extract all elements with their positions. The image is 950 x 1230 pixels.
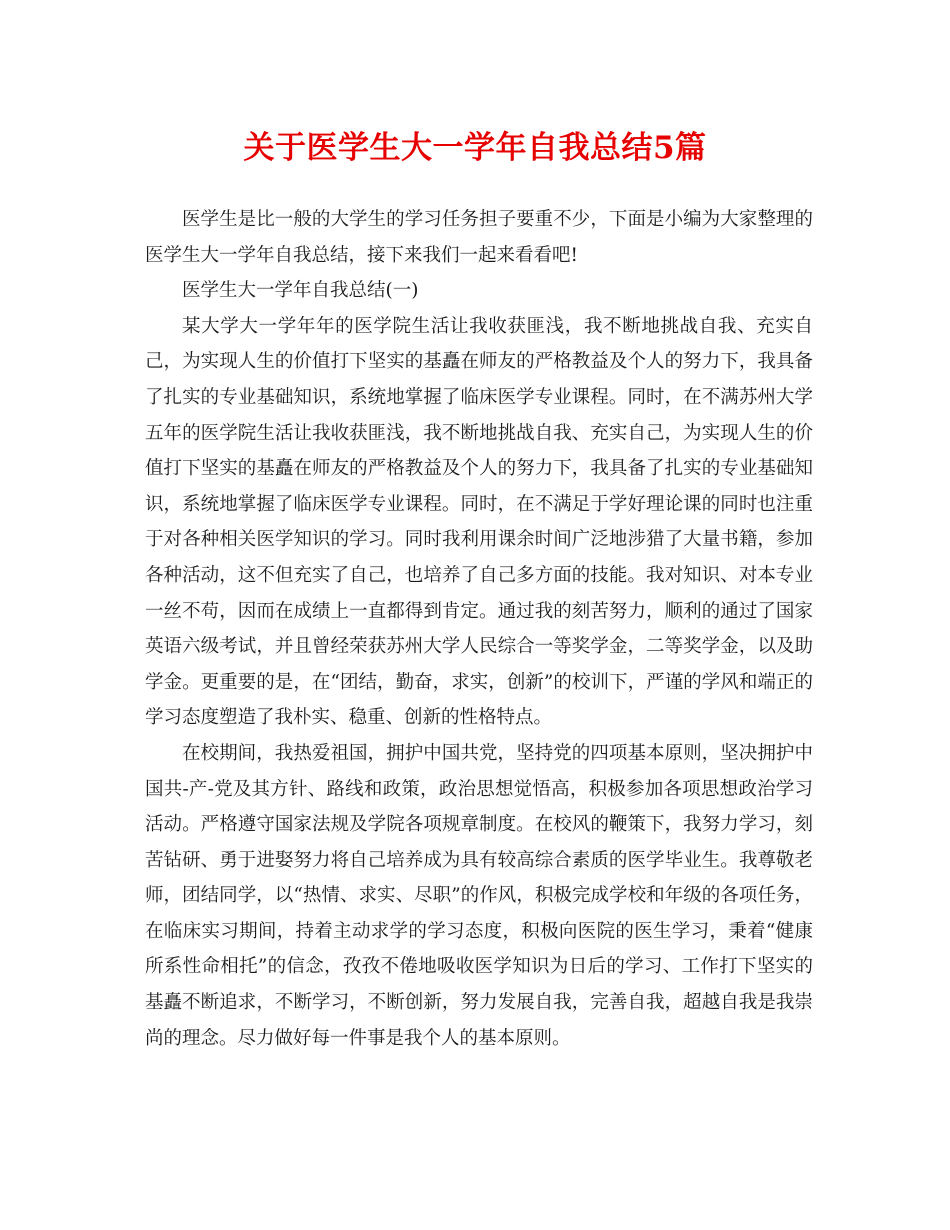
document-body — [145, 202, 813, 1056]
intro-paragraph: 医学生是比一般的大学生的学习任务担子要重不少，下面是小编为大家整理的医学生大一学年自我总结，接下来我们一起来看看吧! — [145, 209, 813, 266]
body-paragraph: 某大学大一学年年的医学院生活让我收获匪浅，我不断地挑战自我、充实自己，为实现人生的价值打下坚实的基矗在师友的严格教益及个人的努力下，我具备了扎实的专业基础知识，系统地掌握了临床医学专业课程。同时，在不满苏州大学五年的医学院生活让我收获匪浅，我不断地挑战自我、充实自己，为实现人生的价值打下坚实的基矗在师友的严格教益及个人的努力下，我具备了扎实的专业基础知识，系统地掌握了临床医学专业课程。同时，在不满足于学好理论课的同时也注重于对各种相关医学知识的学习。同时我利用课余时间广泛地涉猎了大量书籍，参加各种活动，这不但充实了自己，也培养了自己多方面的技能。我对知识、对本专业一丝不苟，因而在成绩上一直都得到肯定。通过我的刻苦努力，顺利的通过了国家英语六级考试，并且曾经荣获苏州大学人民综合一等奖学金，二等奖学金，以及助学金。更重要的是，在“团结，勤奋，求实，创新”的校训下，严谨的学风和端正的学习态度塑造了我朴实、稳重、创新的性格特点。 — [145, 315, 813, 729]
body-paragraph: 在校期间，我热爱祖国，拥护中国共党，坚持党的四项基本原则，坚决拥护中国共-产-党及其方针、路线和政策，政治思想觉悟高，积极参加各项思想政治学习活动。严格遵守国家法规及学院各项规章制度。在校风的鞭策下，我努力学习，刻苦钻研、勇于进娶努力将自己培养成为具有较高综合素质的医学毕业生。我尊敬老师，团结同学，以“热情、求实、尽职”的作风，积极完成学校和年级的各项任务，在临床实习期间，持着主动求学的学习态度，积极向医院的医生学习，秉着“健康所系性命相托”的信念，孜孜不倦地吸收医学知识为日后的学习、工作打下坚实的基矗不断追求，不断学习，不断创新，努力发展自我，完善自我，超越自我是我崇尚的理念。尽力做好每一件事是我个人的基本原则。 — [145, 742, 813, 1049]
section-heading: 医学生大一学年自我总结(一) — [182, 280, 419, 302]
document-title: 关于医学生大一学年自我总结5篇 — [243, 130, 707, 166]
